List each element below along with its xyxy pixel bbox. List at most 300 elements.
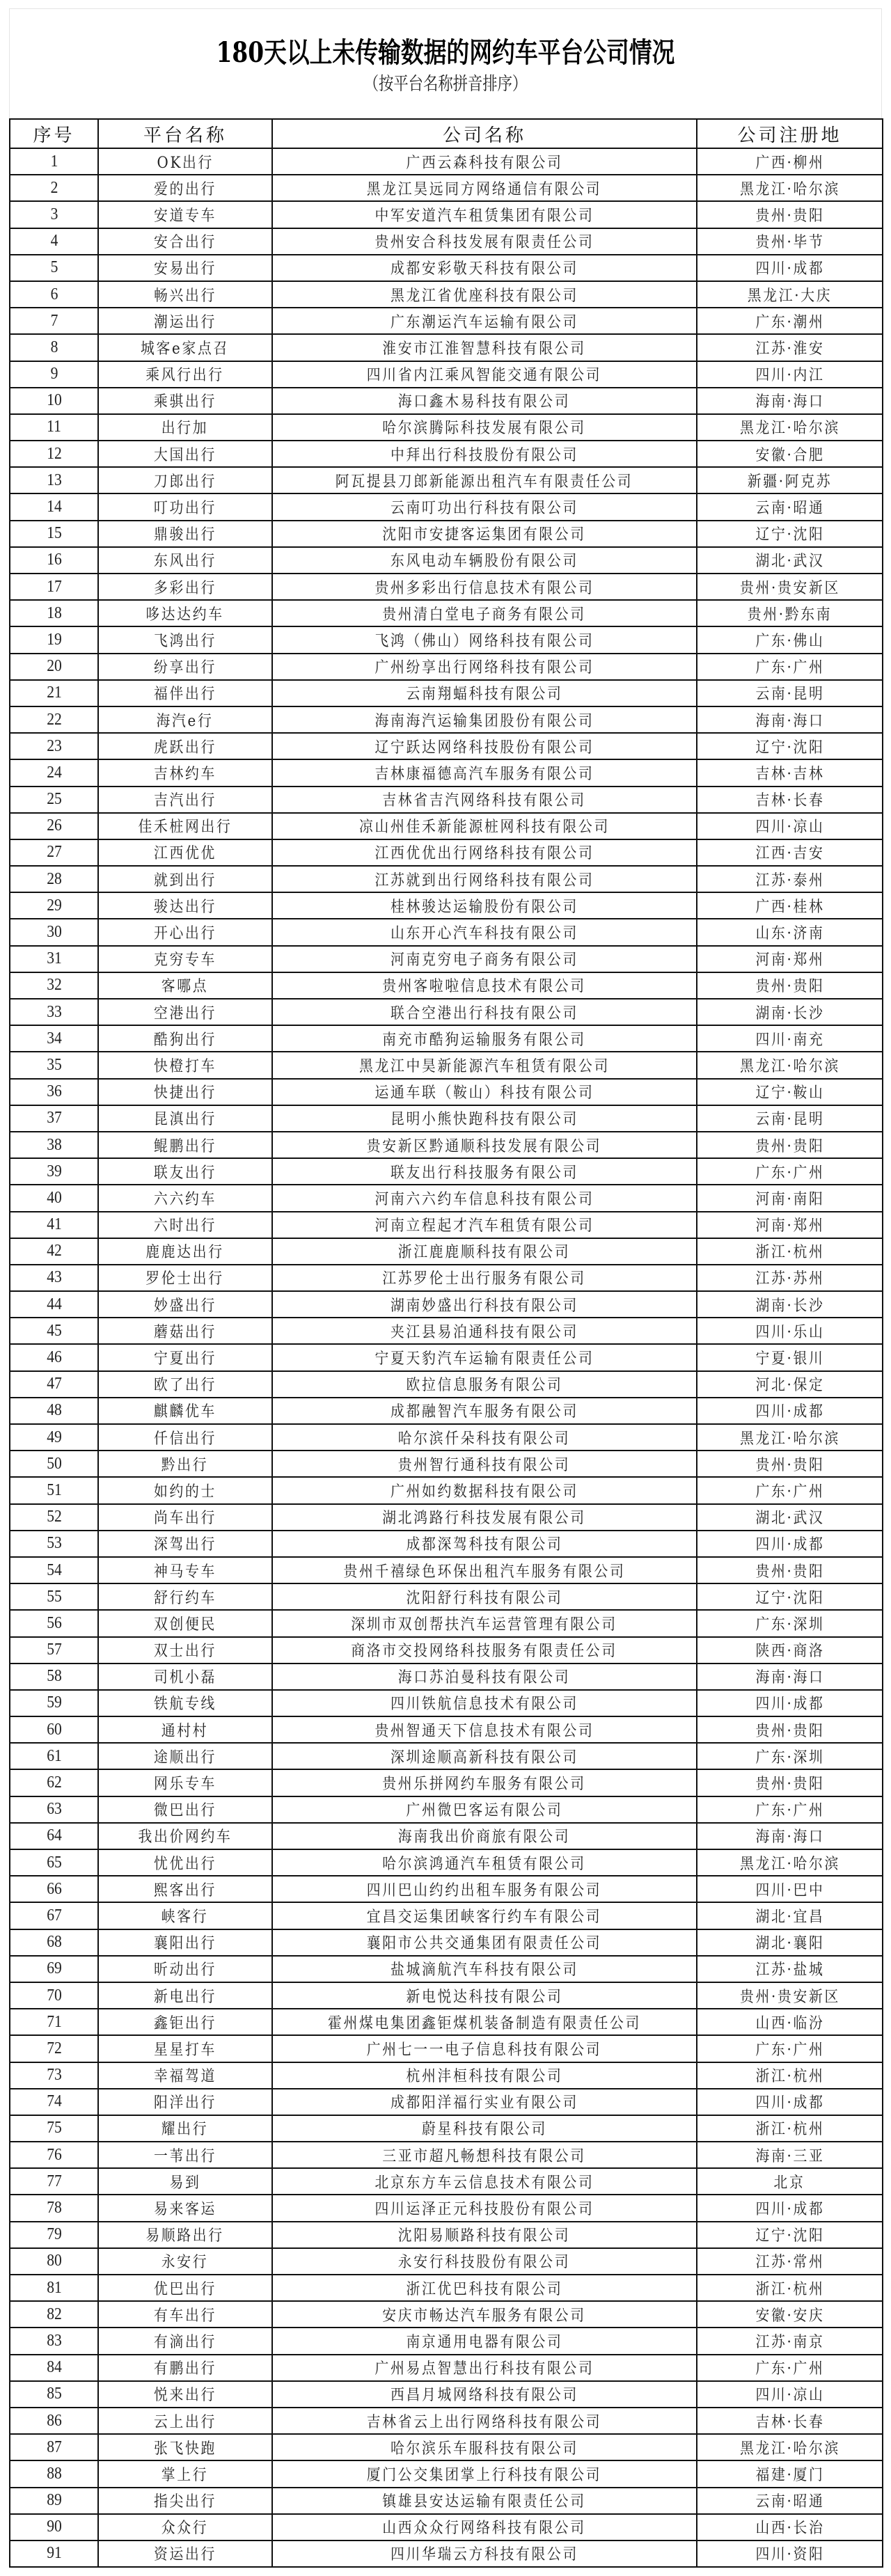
company-name-text: 中拜出行科技股份有限公司 [390,446,578,464]
registered-location-text: 辽宁·鞍山 [755,1084,824,1103]
row-number [10,1212,98,1238]
row-number-text: 25 [46,790,62,809]
platform-name [98,521,272,547]
company-name-text: 沈阳市安捷客运集团有限公司 [382,526,587,544]
company-name-text: 云南叮功出行科技有限公司 [390,500,578,518]
registered-location-text: 江西·吉安 [755,845,824,863]
table-row [10,759,883,786]
registered-location [697,493,883,520]
registered-location [697,1291,883,1318]
registered-location-text: 云南·昆明 [755,686,824,704]
platform-name-text: 客哪点 [161,978,209,996]
table-row [10,600,883,626]
platform-name [98,2460,272,2487]
row-number [10,1929,98,1956]
company-name-text: 哈尔滨鸿通汽车租赁有限公司 [382,1855,587,1873]
row-number [10,1743,98,1769]
row-number-text: 84 [46,2358,62,2377]
registered-location [697,1477,883,1503]
platform-name [98,1291,272,1318]
row-number [10,2195,98,2221]
platform-name-text: 指尖出行 [153,2493,216,2511]
platform-name [98,892,272,919]
platform-name [98,148,272,175]
row-number-text: 22 [46,710,62,729]
row-number-text: 38 [46,1135,62,1154]
platform-name [98,654,272,680]
company-name [272,839,697,866]
company-name [272,441,697,467]
company-name [272,2062,697,2089]
company-name [272,1291,697,1318]
company-name [272,1371,697,1398]
company-name [272,2381,697,2408]
registered-location-text: 河南·南阳 [755,1190,824,1208]
row-number [10,1637,98,1664]
company-name-text: 贵州智通天下信息技术有限公司 [374,1722,594,1740]
company-name-text: 贵州乐拼网约车服务有限公司 [382,1776,587,1794]
company-name-text: 成都深驾科技有限公司 [406,1536,563,1554]
row-number-text: 66 [46,1879,62,1898]
row-number-text: 47 [46,1375,62,1393]
table-row [10,839,883,866]
registered-location [697,2168,883,2195]
row-number [10,1291,98,1318]
company-name [272,1265,697,1291]
row-number [10,2541,98,2567]
platform-name [98,733,272,759]
company-name-text: 飞鸿（佛山）网络科技有限公司 [374,632,594,650]
company-name-text: 黑龙江中昊新能源汽车租赁有限公司 [358,1057,610,1075]
platform-name [98,1823,272,1849]
platform-name-text: 永安行 [161,2254,209,2272]
registered-location [697,866,883,892]
table-row [10,1531,883,1557]
registered-location [697,1557,883,1583]
company-name-text: 辽宁跃达网络科技股份有限公司 [374,738,594,757]
table-row [10,1398,883,1424]
platform-name [98,441,272,467]
platform-name-text: 快橙打车 [153,1057,216,1075]
row-number-text: 27 [46,843,62,862]
platform-name-text: 联友出行 [153,1164,216,1182]
company-name-text: 河南立程起才汽车租赁有限公司 [374,1217,594,1235]
row-number [10,493,98,520]
company-name-text: 吉林康福德高汽车服务有限公司 [374,765,594,783]
company-name [272,706,697,733]
company-name [272,2222,697,2248]
company-name-text: 永安行科技股份有限公司 [398,2254,571,2272]
platform-name-text: 阳洋出行 [153,2094,216,2112]
platform-name-text: 众众行 [161,2520,209,2538]
platform-name [98,493,272,520]
registered-location-text: 贵州·黔东南 [747,606,833,624]
table-row [10,1504,883,1531]
platform-name-text: 资运出行 [153,2546,216,2564]
table-row [10,733,883,759]
company-name [272,493,697,520]
row-number [10,2460,98,2487]
registered-location [697,175,883,201]
row-number [10,1451,98,1477]
platform-name [98,1344,272,1370]
row-number-text: 37 [46,1109,62,1128]
table-row [10,1079,883,1105]
registered-location-text: 辽宁·沈阳 [755,2227,824,2245]
platform-name [98,2035,272,2062]
registered-location-text: 陕西·商洛 [755,1643,824,1661]
row-number [10,2488,98,2514]
company-name-text: 广州纷享出行网络科技有限公司 [374,659,594,677]
registered-location [697,2115,883,2142]
company-name-text: 盐城滴航汽车科技有限公司 [390,1961,578,1980]
company-name [272,1690,697,1716]
platform-name [98,2301,272,2328]
registered-location [697,148,883,175]
row-number [10,1265,98,1291]
registered-location-text: 浙江·杭州 [755,2280,824,2298]
registered-location [697,255,883,281]
company-name-text: 四川华瑞云方科技有限公司 [390,2546,578,2564]
row-number [10,1823,98,1849]
table-row [10,972,883,999]
platform-name-text: 罗伦士出行 [145,1270,225,1288]
table-row [10,148,883,175]
company-name-text: 新电悦达科技有限公司 [406,1988,563,2006]
row-number-text: 31 [46,949,62,968]
platform-name [98,706,272,733]
platform-name-text: 空港出行 [153,1004,216,1022]
platform-name [98,759,272,786]
row-number [10,892,98,919]
platform-name [98,1238,272,1265]
platform-name-text: 蘑菇出行 [153,1323,216,1341]
platform-name-text: 安易出行 [153,260,216,278]
platform-name [98,255,272,281]
row-number [10,1557,98,1583]
row-number [10,1716,98,1743]
registered-location [697,946,883,972]
registered-location [697,2434,883,2460]
row-number-text: 11 [47,418,61,436]
company-name [272,1424,697,1451]
registered-location-text: 吉林·吉林 [755,765,824,783]
company-name [272,1956,697,1982]
company-name [272,308,697,334]
row-number-text: 43 [46,1268,62,1287]
row-number-text: 69 [46,1959,62,1978]
platform-name [98,1158,272,1185]
platform-name [98,574,272,600]
platform-name-text: 虎跃出行 [153,738,216,757]
registered-location-text: 湖北·武汉 [755,553,824,571]
registered-location [697,2062,883,2089]
table-row [10,228,883,255]
registered-location [697,1956,883,1982]
registered-location [697,2195,883,2221]
registered-location [697,1105,883,1132]
table-row [10,2514,883,2541]
platform-name [98,2089,272,2115]
registered-location-text: 云南·昆明 [755,1111,824,1129]
registered-location [697,1690,883,1716]
company-name [272,2195,697,2221]
registered-location [697,2301,883,2328]
registered-location [697,414,883,441]
registered-location-text: 浙江·杭州 [755,2068,824,2086]
platform-name [98,866,272,892]
row-number [10,1185,98,1211]
row-number [10,1477,98,1503]
platform-name [98,1398,272,1424]
row-number-text: 12 [46,444,62,463]
platform-name [98,919,272,945]
row-number [10,2514,98,2541]
registered-location-text: 贵州·贵阳 [755,1722,824,1740]
platform-name-text: 麒麟优车 [153,1403,216,1421]
platform-name [98,175,272,201]
table-row [10,680,883,706]
platform-name [98,1318,272,1344]
company-name [272,946,697,972]
registered-location [697,1398,883,1424]
platform-name-text: 舒行约车 [153,1589,216,1607]
company-name-text: 河南六六约车信息科技有限公司 [374,1190,594,1208]
platform-name-text: 优巴出行 [153,2280,216,2298]
table-row [10,999,883,1025]
row-number [10,1424,98,1451]
company-name-text: 蔚星科技有限公司 [421,2121,547,2139]
platform-name-text: 我出价网约车 [138,1828,232,1847]
row-number [10,414,98,441]
company-name [272,1158,697,1185]
platform-name-text: 云上出行 [153,2413,216,2431]
registered-location-text: 宁夏·银川 [755,1350,824,1368]
table-row [10,2035,883,2062]
company-name [272,999,697,1025]
row-number [10,919,98,945]
row-number-text: 86 [46,2411,62,2430]
registered-location-text: 海南·海口 [755,1828,824,1847]
company-name-text: 哈尔滨仟朵科技有限公司 [398,1430,571,1448]
platform-name-text: 星星打车 [153,2041,216,2059]
registered-location-text: 四川·成都 [755,1536,824,1554]
registered-location [697,308,883,334]
row-number-text: 77 [46,2172,62,2190]
row-number-text: 5 [50,258,58,277]
platform-name [98,2328,272,2354]
company-name-text: 贵州清白堂电子商务有限公司 [382,606,587,624]
table-row [10,1212,883,1238]
company-name-text: 江西优优出行网络科技有限公司 [374,845,594,863]
registered-location [697,281,883,308]
platform-name-text: 鼎骏出行 [153,526,216,544]
registered-location-text: 云南·昭通 [755,500,824,518]
registered-location [697,1318,883,1344]
company-name-text: 欧拉信息服务有限公司 [406,1377,563,1395]
platform-name-text: 峡客行 [161,1908,209,1926]
registered-location-text: 四川·内江 [755,367,824,385]
table-row [10,388,883,414]
row-number [10,1318,98,1344]
company-name [272,574,697,600]
registered-location [697,1451,883,1477]
registered-location-text: 江苏·南京 [755,2333,824,2351]
table-row [10,1291,883,1318]
company-name-text: 淮安市江淮智慧科技有限公司 [382,340,587,358]
company-name-text: 云南翔蝠科技有限公司 [406,686,563,704]
platform-name [98,2381,272,2408]
platform-name-text: 叮功出行 [153,500,216,518]
registered-location [697,813,883,839]
platform-name-text: 忧优出行 [153,1855,216,1873]
table-row [10,1318,883,1344]
row-number [10,2115,98,2142]
registered-location [697,1929,883,1956]
company-name [272,2328,697,2354]
platform-name-text: 司机小磊 [153,1669,216,1687]
platform-name [98,1212,272,1238]
platform-name-text: OK出行 [157,154,214,172]
registered-location-text: 广东·潮州 [755,313,824,331]
platform-name [98,946,272,972]
company-name [272,1025,697,1052]
registered-location [697,1238,883,1265]
company-name [272,2460,697,2487]
row-number-text: 20 [46,657,62,676]
platform-name [98,1025,272,1052]
table-row [10,201,883,228]
row-number-text: 14 [46,498,62,516]
platform-name [98,2355,272,2381]
registered-location [697,1158,883,1185]
row-number [10,2328,98,2354]
table-row [10,1769,883,1796]
document-title: 180天以上未传输数据的网约车平台公司情况 [216,36,675,69]
platform-name-text: 飞鸿出行 [153,632,216,650]
table-row [10,2168,883,2195]
row-number-text: 63 [46,1800,62,1819]
table-row [10,441,883,467]
registered-location [697,972,883,999]
table-row [10,1052,883,1078]
company-name-text: 海口鑫木易科技有限公司 [398,393,571,411]
registered-location-text: 安徽·安庆 [755,2307,824,2325]
platform-name-text: 鲲鹏出行 [153,1137,216,1155]
company-name [272,2035,697,2062]
platform-name [98,1477,272,1503]
company-name [272,2168,697,2195]
row-number [10,361,98,388]
platform-name [98,1557,272,1583]
platform-name [98,361,272,388]
registered-location-text: 河南·郑州 [755,951,824,970]
registered-location [697,733,883,759]
company-name [272,2541,697,2567]
row-number-text: 36 [46,1082,62,1101]
platform-name-text: 出行加 [161,420,209,438]
row-number [10,1956,98,1982]
registered-location-text: 广东·广州 [755,659,824,677]
company-name-text: 江苏就到出行网络科技有限公司 [374,871,594,890]
platform-name [98,228,272,255]
company-name [272,361,697,388]
company-name-text: 运通车联（鞍山）科技有限公司 [374,1084,594,1103]
table-row [10,919,883,945]
table-row [10,2434,883,2460]
row-number [10,2301,98,2328]
registered-location-text: 广东·广州 [755,2041,824,2059]
platform-name [98,547,272,574]
platform-name-text: 网乐专车 [153,1776,216,1794]
company-name-text: 桂林骏达运输股份有限公司 [390,898,578,916]
registered-location [697,1610,883,1636]
registered-location-text: 四川·巴中 [755,1881,824,1899]
registered-location [697,388,883,414]
registered-location-text: 黑龙江·哈尔滨 [739,420,840,438]
company-name-text: 南充市酷狗运输服务有限公司 [382,1031,587,1049]
company-name [272,1398,697,1424]
table-row [10,2009,883,2035]
registered-location-text: 湖南·长沙 [755,1004,824,1022]
registered-location-text: 吉林·长春 [755,792,824,810]
table-row [10,1796,883,1823]
registered-location [697,600,883,626]
platform-name [98,467,272,493]
company-name [272,1716,697,1743]
row-number-text: 6 [50,285,58,303]
platform-name-text: 哆达达约车 [145,606,225,624]
row-number-text: 35 [46,1055,62,1074]
table-row [10,1583,883,1610]
registered-location [697,521,883,547]
table-row [10,626,883,653]
row-number [10,787,98,813]
row-number-text: 1 [50,152,58,171]
header-no: 序号 [10,119,98,148]
row-number-text: 16 [46,551,62,569]
registered-location-text: 河南·郑州 [755,1217,824,1235]
registered-location-text: 黑龙江·哈尔滨 [739,1855,840,1873]
registered-location [697,1796,883,1823]
row-number-text: 24 [46,763,62,782]
company-name [272,919,697,945]
company-name [272,1504,697,1531]
platform-name-text: 乘风行出行 [145,367,225,385]
platform-name-text: 如约的士 [153,1483,216,1501]
registered-location-text: 山西·长治 [755,2520,824,2538]
platform-name [98,2275,272,2301]
company-name-text: 四川运泽正元科技股份有限公司 [374,2201,594,2219]
row-number-text: 41 [46,1215,62,1234]
row-number [10,1982,98,2009]
row-number-text: 48 [46,1401,62,1420]
row-number [10,946,98,972]
company-name-text: 四川铁航信息技术有限公司 [390,1696,578,1714]
row-number [10,1132,98,1158]
table-row [10,521,883,547]
registered-location-text: 海南·三亚 [755,2147,824,2165]
row-number-text: 74 [46,2092,62,2111]
platform-name-text: 大国出行 [153,446,216,464]
company-name [272,1105,697,1132]
company-name-text: 广州微巴客运有限公司 [406,1802,563,1820]
platform-name [98,2248,272,2275]
document-subtitle: （按平台名称拼音排序） [363,74,528,95]
company-name [272,467,697,493]
company-name-text: 河南克穷电子商务有限公司 [390,951,578,970]
company-name-text: 南京通用电器有限公司 [406,2333,563,2351]
